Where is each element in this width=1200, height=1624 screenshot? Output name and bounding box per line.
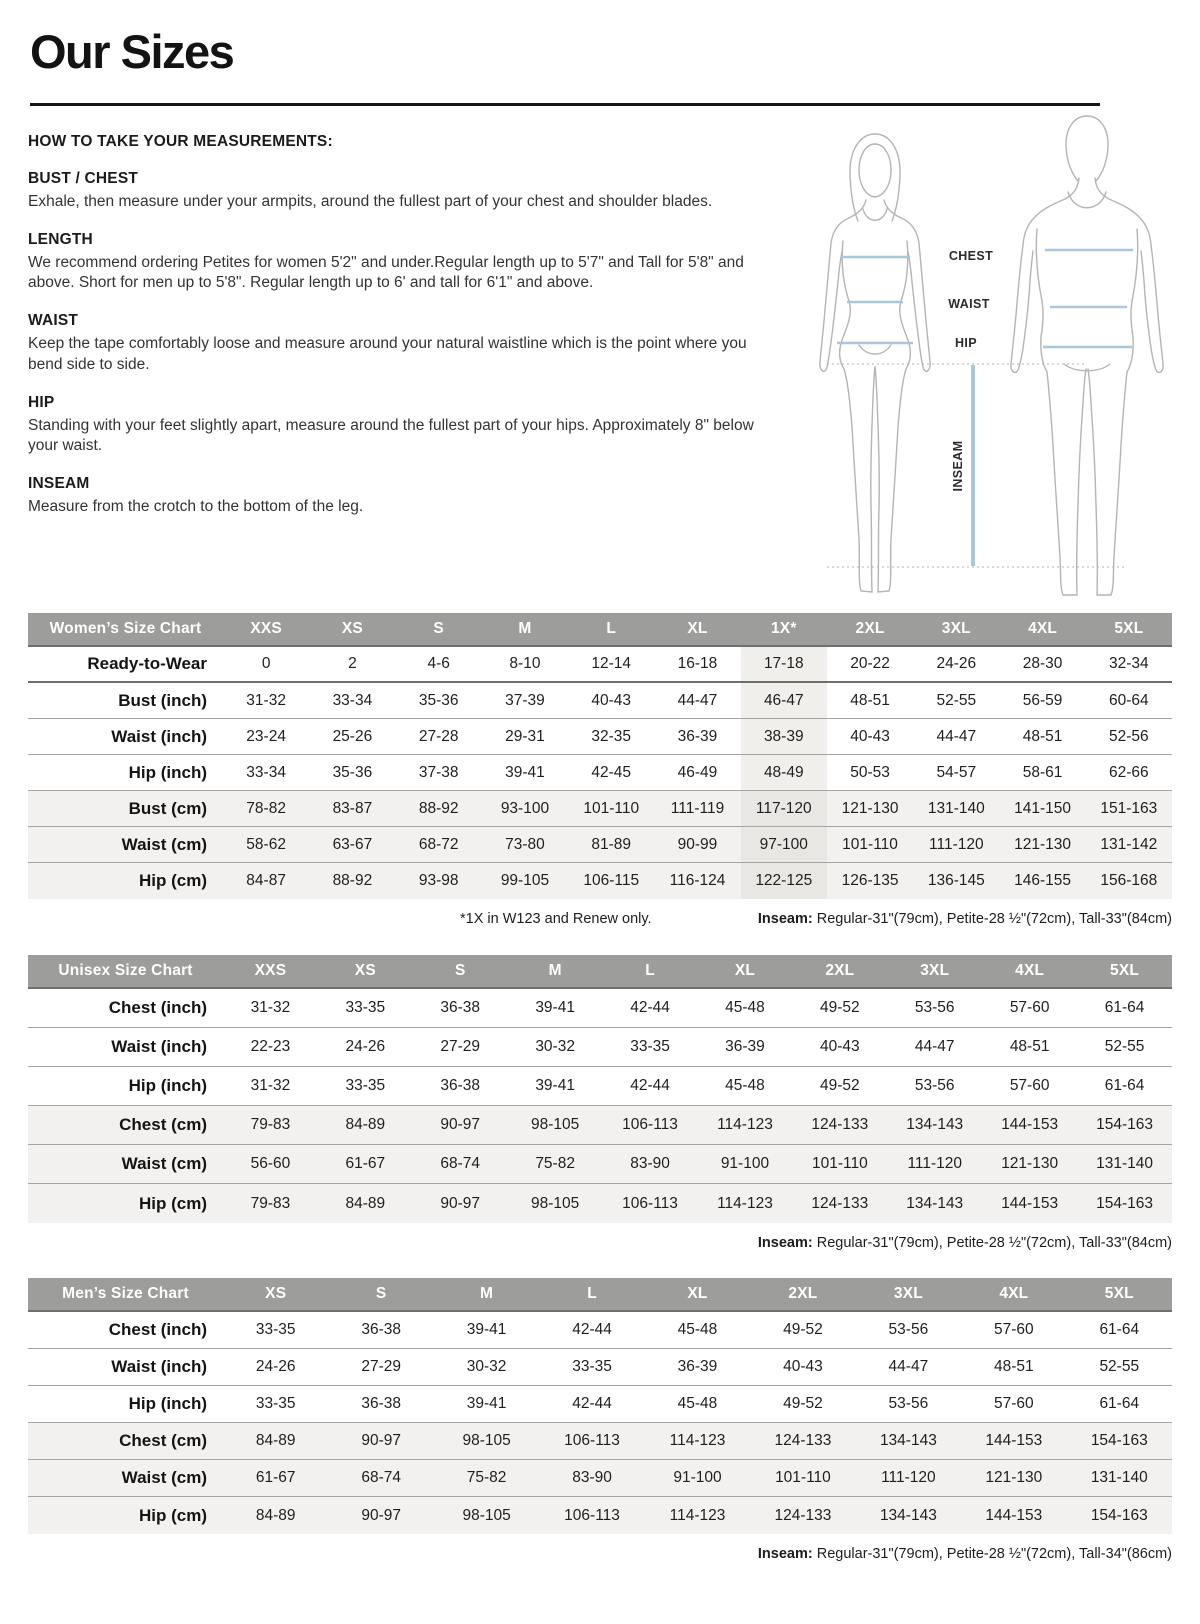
- womens-cell: 48-51: [827, 683, 913, 719]
- mens-row-label: Waist (cm): [28, 1460, 223, 1497]
- unisex-inseam-footnote-text: Regular-31"(79cm), Petite-28 ½"(72cm), Tall-33"(84cm): [812, 1235, 1172, 1251]
- mens-cell: 42-44: [539, 1312, 644, 1349]
- unisex-row-label: Hip (inch): [28, 1067, 223, 1106]
- inseam-heading: INSEAM: [28, 474, 90, 492]
- womens-cell: 73-80: [482, 827, 568, 863]
- unisex-cell: 61-64: [1077, 989, 1172, 1028]
- womens-column-header-m: M: [482, 613, 568, 647]
- womens-cell: 56-59: [999, 683, 1085, 719]
- unisex-cell: 53-56: [887, 989, 982, 1028]
- unisex-cell: 36-38: [413, 1067, 508, 1106]
- unisex-cell: 106-113: [603, 1184, 698, 1223]
- womens-cell: 38-39: [741, 719, 827, 755]
- unisex-cell: 101-110: [792, 1145, 887, 1184]
- mens-cell: 124-133: [750, 1423, 855, 1460]
- womens-inseam-footnote: [758, 911, 1172, 927]
- womens-cell: 111-120: [913, 827, 999, 863]
- unisex-inseam-footnote: [758, 1235, 1172, 1251]
- unisex-size-table: [28, 955, 1172, 1223]
- unisex-cell: 42-44: [603, 1067, 698, 1106]
- mens-cell: 114-123: [645, 1423, 750, 1460]
- mens-cell: 61-64: [1067, 1386, 1172, 1423]
- womens-cell: 62-66: [1086, 755, 1172, 791]
- womens-row-label: Bust (cm): [28, 791, 223, 827]
- womens-cell: 36-39: [654, 719, 740, 755]
- unisex-column-header-2xl: 2XL: [792, 955, 887, 989]
- mens-cell: 101-110: [750, 1460, 855, 1497]
- womens-cell: 78-82: [223, 791, 309, 827]
- womens-cell: 42-45: [568, 755, 654, 791]
- womens-cell: 156-168: [1086, 863, 1172, 899]
- womens-column-header-2xl: 2XL: [827, 613, 913, 647]
- unisex-cell: 45-48: [698, 1067, 793, 1106]
- size-guide-page: [0, 24, 1200, 1564]
- mens-cell: 61-67: [223, 1460, 328, 1497]
- mens-cell: 30-32: [434, 1349, 539, 1386]
- unisex-row-label: Waist (inch): [28, 1028, 223, 1067]
- unisex-cell: 30-32: [508, 1028, 603, 1067]
- mens-column-header-xl: XL: [645, 1278, 750, 1312]
- womens-cell: 27-28: [396, 719, 482, 755]
- womens-cell: 117-120: [741, 791, 827, 827]
- womens-row-label: Waist (inch): [28, 719, 223, 755]
- womens-cell: 131-142: [1086, 827, 1172, 863]
- womens-cell: 63-67: [309, 827, 395, 863]
- waist-heading: WAIST: [28, 312, 79, 330]
- womens-cell: 33-34: [223, 755, 309, 791]
- womens-cell: 37-39: [482, 683, 568, 719]
- mens-cell: 33-35: [223, 1312, 328, 1349]
- mens-cell: 49-52: [750, 1312, 855, 1349]
- womens-cell: 52-55: [913, 683, 999, 719]
- mens-cell: 53-56: [856, 1312, 961, 1349]
- mens-cell: 39-41: [434, 1386, 539, 1423]
- unisex-cell: 57-60: [982, 989, 1077, 1028]
- womens-cell: 58-61: [999, 755, 1085, 791]
- womens-cell: 48-51: [999, 719, 1085, 755]
- unisex-size-chart-section: [28, 955, 1172, 1253]
- unisex-cell: 114-123: [698, 1106, 793, 1145]
- unisex-footnotes: [28, 1233, 1172, 1253]
- unisex-cell: 124-133: [792, 1106, 887, 1145]
- inseam-text: Measure from the crotch to the bottom of the leg.: [28, 497, 364, 515]
- mens-size-chart-section: [28, 1278, 1172, 1564]
- unisex-cell: 83-90: [603, 1145, 698, 1184]
- mens-cell: 42-44: [539, 1386, 644, 1423]
- unisex-cell: 124-133: [792, 1184, 887, 1223]
- mens-cell: 144-153: [961, 1497, 1066, 1534]
- hip-label: HIP: [954, 336, 978, 350]
- womens-cell: 93-100: [482, 791, 568, 827]
- mens-row-label: Chest (cm): [28, 1423, 223, 1460]
- unisex-cell: 36-39: [698, 1028, 793, 1067]
- unisex-column-header-4xl: 4XL: [982, 955, 1077, 989]
- womens-cell: 88-92: [396, 791, 482, 827]
- unisex-column-header-xxs: XXS: [223, 955, 318, 989]
- unisex-cell: 106-113: [603, 1106, 698, 1145]
- womens-cell: 23-24: [223, 719, 309, 755]
- mens-cell: 154-163: [1067, 1423, 1172, 1460]
- unisex-cell: 79-83: [223, 1184, 318, 1223]
- womens-cell: 28-30: [999, 647, 1085, 683]
- womens-cell: 8-10: [482, 647, 568, 683]
- mens-cell: 134-143: [856, 1423, 961, 1460]
- unisex-column-header-3xl: 3XL: [887, 955, 982, 989]
- mens-column-header-2xl: 2XL: [750, 1278, 855, 1312]
- mens-cell: 52-55: [1067, 1349, 1172, 1386]
- bust-chest-heading: BUST / CHEST: [28, 170, 139, 187]
- womens-cell: 0: [223, 647, 309, 683]
- unisex-cell: 154-163: [1077, 1184, 1172, 1223]
- unisex-cell: 114-123: [698, 1184, 793, 1223]
- mens-cell: 75-82: [434, 1460, 539, 1497]
- womens-column-header-5xl: 5XL: [1086, 613, 1172, 647]
- mens-cell: 36-38: [328, 1312, 433, 1349]
- mens-inseam-footnote: [758, 1546, 1172, 1562]
- womens-column-header-xl: XL: [654, 613, 740, 647]
- mens-inseam-footnote-text: Regular-31"(79cm), Petite-28 ½"(72cm), Tall-34"(86cm): [812, 1546, 1172, 1562]
- waist-label: WAIST: [948, 297, 990, 311]
- waist-text: Keep the tape comfortably loose and measure around your natural waistline which is the point where you bend side to side.: [28, 335, 747, 373]
- mens-cell: 84-89: [223, 1497, 328, 1534]
- womens-cell: 32-35: [568, 719, 654, 755]
- womens-cell: 141-150: [999, 791, 1085, 827]
- womens-cell: 33-34: [309, 683, 395, 719]
- womens-footnotes: [28, 909, 1172, 929]
- unisex-column-header-xs: XS: [318, 955, 413, 989]
- body-measurement-illustration: [780, 114, 1200, 604]
- female-figure: [820, 134, 930, 592]
- how-to-measure-section: [28, 106, 1172, 613]
- mens-table-title: Men’s Size Chart: [28, 1278, 223, 1312]
- length-heading: LENGTH: [28, 231, 93, 249]
- unisex-cell: 39-41: [508, 1067, 603, 1106]
- womens-row-label: Waist (cm): [28, 827, 223, 863]
- womens-column-header-l: L: [568, 613, 654, 647]
- womens-cell: 121-130: [999, 827, 1085, 863]
- unisex-cell: 98-105: [508, 1106, 603, 1145]
- mens-cell: 57-60: [961, 1386, 1066, 1423]
- mens-column-header-l: L: [539, 1278, 644, 1312]
- womens-cell: 46-49: [654, 755, 740, 791]
- womens-row-label: Hip (cm): [28, 863, 223, 899]
- mens-cell: 106-113: [539, 1423, 644, 1460]
- hip-text: Standing with your feet slightly apart, measure around the fullest part of your hips. Approximately 8" below your waist.: [28, 416, 754, 454]
- page-title: Our Sizes: [30, 25, 234, 78]
- unisex-cell: 49-52: [792, 989, 887, 1028]
- unisex-cell: 57-60: [982, 1067, 1077, 1106]
- unisex-cell: 52-55: [1077, 1028, 1172, 1067]
- womens-cell: 83-87: [309, 791, 395, 827]
- womens-1x-footnote: *1X in W123 and Renew only.: [460, 911, 652, 927]
- length-text: We recommend ordering Petites for women 5'2" and under.Regular length up to 5'7" and Tall for 5'8" and above. Short for men up to 5'8". Regular length up to 6' and tall for 6'1" and above.: [28, 254, 744, 292]
- mens-cell: 134-143: [856, 1497, 961, 1534]
- mens-cell: 40-43: [750, 1349, 855, 1386]
- womens-cell: 37-38: [396, 755, 482, 791]
- mens-cell: 98-105: [434, 1497, 539, 1534]
- unisex-column-header-5xl: 5XL: [1077, 955, 1172, 989]
- mens-footnotes: [28, 1544, 1172, 1564]
- unisex-cell: 134-143: [887, 1184, 982, 1223]
- mens-cell: 114-123: [645, 1497, 750, 1534]
- womens-column-header-1x: 1X*: [741, 613, 827, 647]
- unisex-cell: 24-26: [318, 1028, 413, 1067]
- mens-cell: 49-52: [750, 1386, 855, 1423]
- womens-cell: 90-99: [654, 827, 740, 863]
- womens-cell: 4-6: [396, 647, 482, 683]
- womens-cell: 88-92: [309, 863, 395, 899]
- mens-cell: 45-48: [645, 1312, 750, 1349]
- unisex-cell: 44-47: [887, 1028, 982, 1067]
- unisex-cell: 42-44: [603, 989, 698, 1028]
- unisex-cell: 40-43: [792, 1028, 887, 1067]
- mens-cell: 53-56: [856, 1386, 961, 1423]
- hip-heading: HIP: [28, 393, 55, 411]
- mens-cell: 44-47: [856, 1349, 961, 1386]
- unisex-cell: 90-97: [413, 1106, 508, 1145]
- womens-size-chart-section: [28, 613, 1172, 929]
- womens-cell: 54-57: [913, 755, 999, 791]
- unisex-cell: 36-38: [413, 989, 508, 1028]
- unisex-cell: 134-143: [887, 1106, 982, 1145]
- womens-cell: 40-43: [827, 719, 913, 755]
- instructions-heading: HOW TO TAKE YOUR MEASUREMENTS:: [28, 133, 333, 150]
- measurement-diagram: [780, 114, 1200, 604]
- unisex-cell: 39-41: [508, 989, 603, 1028]
- unisex-cell: 121-130: [982, 1145, 1077, 1184]
- unisex-cell: 53-56: [887, 1067, 982, 1106]
- mens-row-label: Hip (cm): [28, 1497, 223, 1534]
- womens-cell: 46-47: [741, 683, 827, 719]
- womens-cell: 25-26: [309, 719, 395, 755]
- unisex-inseam-footnote-label: Inseam:: [757, 1235, 813, 1251]
- womens-cell: 121-130: [827, 791, 913, 827]
- mens-cell: 121-130: [961, 1460, 1066, 1497]
- womens-column-header-xxs: XXS: [223, 613, 309, 647]
- womens-cell: 12-14: [568, 647, 654, 683]
- mens-cell: 24-26: [223, 1349, 328, 1386]
- womens-cell: 122-125: [741, 863, 827, 899]
- unisex-column-header-l: L: [603, 955, 698, 989]
- unisex-cell: 75-82: [508, 1145, 603, 1184]
- unisex-cell: 98-105: [508, 1184, 603, 1223]
- mens-cell: 33-35: [539, 1349, 644, 1386]
- mens-cell: 106-113: [539, 1497, 644, 1534]
- unisex-cell: 90-97: [413, 1184, 508, 1223]
- womens-cell: 93-98: [396, 863, 482, 899]
- mens-cell: 27-29: [328, 1349, 433, 1386]
- unisex-cell: 33-35: [603, 1028, 698, 1067]
- unisex-cell: 48-51: [982, 1028, 1077, 1067]
- womens-cell: 32-34: [1086, 647, 1172, 683]
- womens-cell: 58-62: [223, 827, 309, 863]
- unisex-cell: 31-32: [223, 989, 318, 1028]
- mens-cell: 68-74: [328, 1460, 433, 1497]
- womens-cell: 52-56: [1086, 719, 1172, 755]
- mens-cell: 83-90: [539, 1460, 644, 1497]
- womens-cell: 44-47: [913, 719, 999, 755]
- womens-row-label: Ready-to-Wear: [28, 647, 223, 683]
- unisex-cell: 49-52: [792, 1067, 887, 1106]
- unisex-row-label: Waist (cm): [28, 1145, 223, 1184]
- womens-cell: 48-49: [741, 755, 827, 791]
- womens-cell: 151-163: [1086, 791, 1172, 827]
- unisex-cell: 33-35: [318, 989, 413, 1028]
- unisex-cell: 68-74: [413, 1145, 508, 1184]
- unisex-cell: 45-48: [698, 989, 793, 1028]
- mens-cell: 131-140: [1067, 1460, 1172, 1497]
- male-figure: [1011, 116, 1163, 595]
- womens-cell: 97-100: [741, 827, 827, 863]
- unisex-cell: 31-32: [223, 1067, 318, 1106]
- unisex-cell: 154-163: [1077, 1106, 1172, 1145]
- mens-cell: 91-100: [645, 1460, 750, 1497]
- womens-cell: 111-119: [654, 791, 740, 827]
- mens-row-label: Waist (inch): [28, 1349, 223, 1386]
- womens-inseam-footnote-text: Regular-31"(79cm), Petite-28 ½"(72cm), Tall-33"(84cm): [812, 911, 1172, 927]
- unisex-column-header-s: S: [413, 955, 508, 989]
- unisex-cell: 144-153: [982, 1184, 1077, 1223]
- unisex-cell: 91-100: [698, 1145, 793, 1184]
- womens-cell: 136-145: [913, 863, 999, 899]
- womens-cell: 101-110: [568, 791, 654, 827]
- measurement-instructions: [28, 106, 776, 517]
- womens-cell: 146-155: [999, 863, 1085, 899]
- unisex-cell: 131-140: [1077, 1145, 1172, 1184]
- womens-size-table: [28, 613, 1172, 899]
- womens-inseam-footnote-label: Inseam:: [757, 911, 813, 927]
- unisex-column-header-m: M: [508, 955, 603, 989]
- unisex-row-label: Chest (cm): [28, 1106, 223, 1145]
- mens-cell: 39-41: [434, 1312, 539, 1349]
- womens-cell: 24-26: [913, 647, 999, 683]
- womens-cell: 35-36: [396, 683, 482, 719]
- unisex-cell: 84-89: [318, 1184, 413, 1223]
- womens-column-header-s: S: [396, 613, 482, 647]
- unisex-cell: 111-120: [887, 1145, 982, 1184]
- womens-column-header-4xl: 4XL: [999, 613, 1085, 647]
- womens-cell: 84-87: [223, 863, 309, 899]
- womens-column-header-3xl: 3XL: [913, 613, 999, 647]
- mens-cell: 154-163: [1067, 1497, 1172, 1534]
- mens-column-header-4xl: 4XL: [961, 1278, 1066, 1312]
- womens-cell: 101-110: [827, 827, 913, 863]
- mens-size-table: [28, 1278, 1172, 1534]
- unisex-table-title: Unisex Size Chart: [28, 955, 223, 989]
- bust-chest-text: Exhale, then measure under your armpits, around the fullest part of your chest and shoulder blades.: [28, 193, 713, 210]
- womens-cell: 29-31: [482, 719, 568, 755]
- mens-cell: 33-35: [223, 1386, 328, 1423]
- womens-cell: 16-18: [654, 647, 740, 683]
- womens-cell: 2: [309, 647, 395, 683]
- mens-cell: 111-120: [856, 1460, 961, 1497]
- unisex-cell: 27-29: [413, 1028, 508, 1067]
- unisex-cell: 33-35: [318, 1067, 413, 1106]
- womens-cell: 106-115: [568, 863, 654, 899]
- womens-cell: 126-135: [827, 863, 913, 899]
- mens-cell: 57-60: [961, 1312, 1066, 1349]
- womens-cell: 68-72: [396, 827, 482, 863]
- mens-row-label: Chest (inch): [28, 1312, 223, 1349]
- womens-cell: 40-43: [568, 683, 654, 719]
- mens-column-header-m: M: [434, 1278, 539, 1312]
- womens-cell: 131-140: [913, 791, 999, 827]
- mens-cell: 84-89: [223, 1423, 328, 1460]
- unisex-cell: 22-23: [223, 1028, 318, 1067]
- womens-column-header-xs: XS: [309, 613, 395, 647]
- womens-cell: 17-18: [741, 647, 827, 683]
- mens-cell: 36-39: [645, 1349, 750, 1386]
- mens-column-header-5xl: 5XL: [1067, 1278, 1172, 1312]
- mens-column-header-xs: XS: [223, 1278, 328, 1312]
- mens-column-header-3xl: 3XL: [856, 1278, 961, 1312]
- womens-cell: 35-36: [309, 755, 395, 791]
- womens-cell: 50-53: [827, 755, 913, 791]
- womens-cell: 99-105: [482, 863, 568, 899]
- mens-cell: 45-48: [645, 1386, 750, 1423]
- mens-cell: 36-38: [328, 1386, 433, 1423]
- mens-cell: 90-97: [328, 1423, 433, 1460]
- unisex-row-label: Hip (cm): [28, 1184, 223, 1223]
- unisex-cell: 144-153: [982, 1106, 1077, 1145]
- womens-cell: 116-124: [654, 863, 740, 899]
- mens-cell: 98-105: [434, 1423, 539, 1460]
- womens-table-title: Women’s Size Chart: [28, 613, 223, 647]
- mens-row-label: Hip (inch): [28, 1386, 223, 1423]
- mens-column-header-s: S: [328, 1278, 433, 1312]
- unisex-column-header-xl: XL: [698, 955, 793, 989]
- mens-cell: 48-51: [961, 1349, 1066, 1386]
- inseam-label: INSEAM: [951, 440, 965, 492]
- unisex-cell: 61-64: [1077, 1067, 1172, 1106]
- mens-cell: 144-153: [961, 1423, 1066, 1460]
- unisex-cell: 56-60: [223, 1145, 318, 1184]
- womens-cell: 44-47: [654, 683, 740, 719]
- chest-label: CHEST: [948, 249, 994, 263]
- unisex-cell: 84-89: [318, 1106, 413, 1145]
- mens-inseam-footnote-label: Inseam:: [757, 1546, 813, 1562]
- womens-row-label: Hip (inch): [28, 755, 223, 791]
- womens-cell: 60-64: [1086, 683, 1172, 719]
- womens-cell: 39-41: [482, 755, 568, 791]
- unisex-cell: 61-67: [318, 1145, 413, 1184]
- womens-row-label: Bust (inch): [28, 683, 223, 719]
- womens-cell: 20-22: [827, 647, 913, 683]
- mens-cell: 90-97: [328, 1497, 433, 1534]
- mens-cell: 61-64: [1067, 1312, 1172, 1349]
- unisex-row-label: Chest (inch): [28, 989, 223, 1028]
- womens-cell: 81-89: [568, 827, 654, 863]
- mens-cell: 124-133: [750, 1497, 855, 1534]
- unisex-cell: 79-83: [223, 1106, 318, 1145]
- womens-cell: 31-32: [223, 683, 309, 719]
